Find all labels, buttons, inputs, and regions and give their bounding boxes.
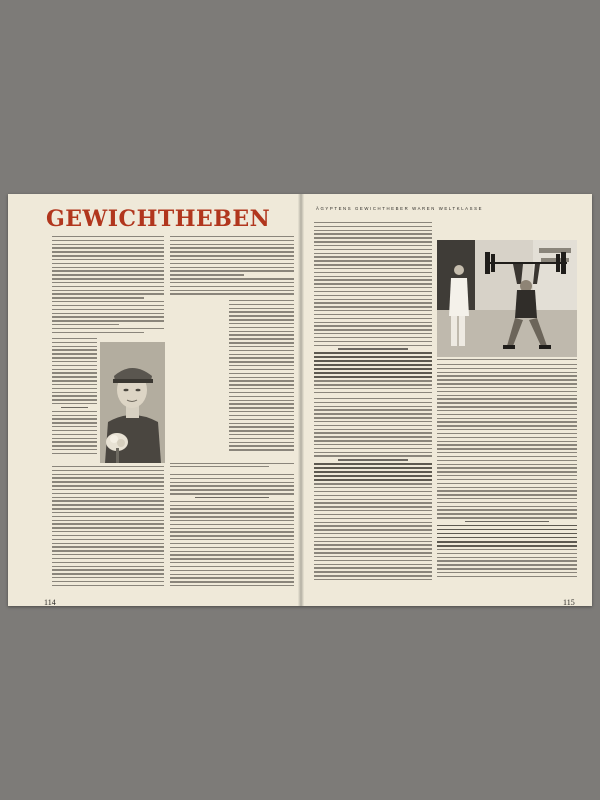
- left-page-text-column-1: [52, 236, 164, 336]
- left-page-number: 114: [44, 598, 56, 607]
- weightlifting-photo: [437, 240, 577, 357]
- chapter-title: GEWICHTHEBEN: [46, 206, 271, 232]
- portrait-caption: [170, 462, 294, 467]
- left-page-text-bottom-1: [52, 466, 164, 589]
- right-page-number: 115: [563, 598, 575, 607]
- left-page-text-column-2-narrow: [229, 300, 294, 453]
- running-head: ÄGYPTENS GEWICHTHEBER WAREN WELTKLASSE: [316, 206, 484, 211]
- right-page-text-column-1-bottom: [314, 398, 432, 583]
- left-page-text-column-2: [170, 236, 294, 297]
- book-gutter: [298, 194, 304, 606]
- portrait-photo: [100, 342, 165, 463]
- left-page-text-bottom-2: [170, 474, 294, 589]
- right-page-text-column-2: [437, 364, 577, 580]
- weightlifting-caption: [437, 358, 577, 360]
- right-page-text-column-1-top: [314, 222, 432, 396]
- left-page-text-column-1-narrow: [52, 338, 97, 457]
